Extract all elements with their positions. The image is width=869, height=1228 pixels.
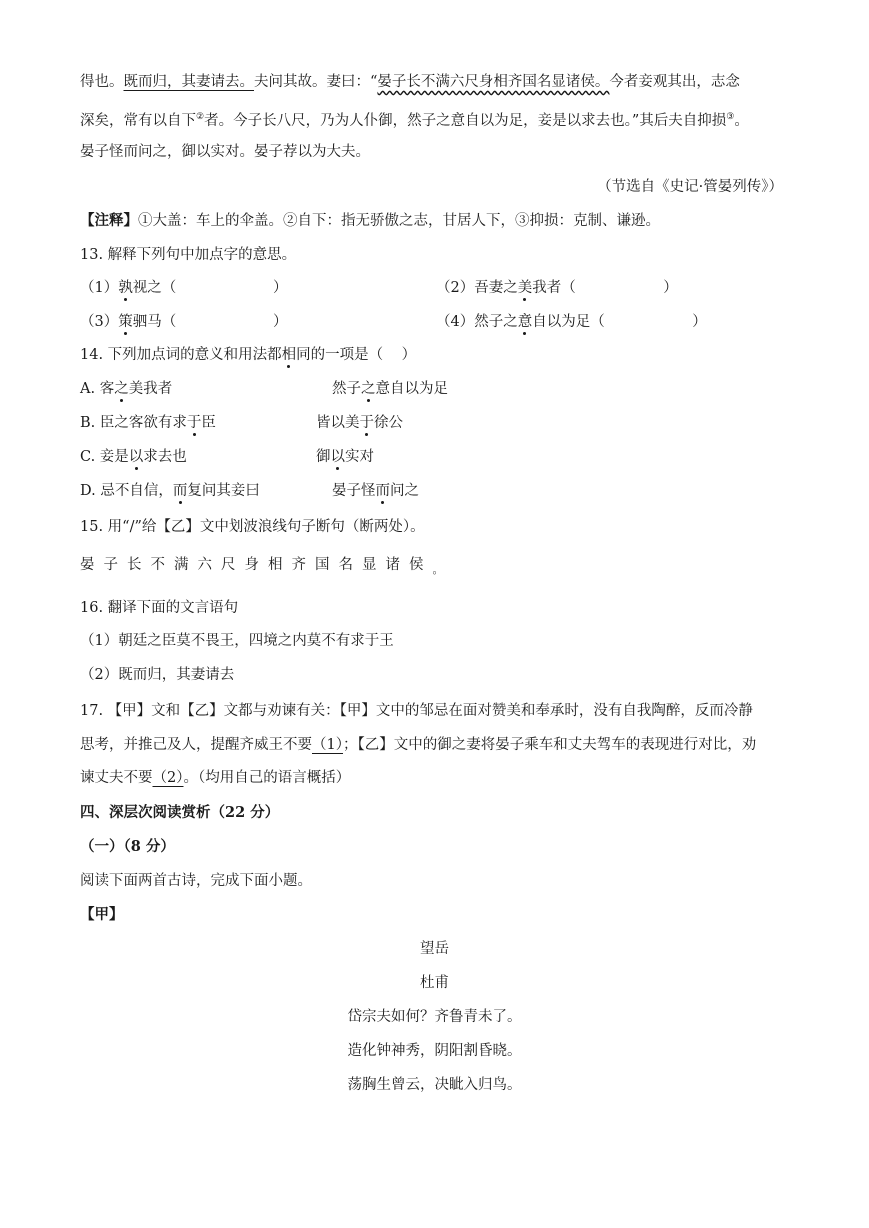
notes-label: 【注释】 — [80, 212, 138, 229]
q14-option-c: C. 妾是以求去也 — [80, 449, 187, 465]
q13-item-1: （1）孰视之（ ） — [80, 280, 288, 296]
notes: 【注释】①大盖：车上的伞盖。②自下：指无骄傲之志，甘居人下，③抑损：克制、谦逊。 — [80, 212, 660, 229]
poem-author: 杜甫 — [420, 975, 449, 991]
q14-stem: 14. 下列加点词的意义和用法都相同的一项是（ ） — [80, 347, 417, 363]
answer-blank-1: （1） — [312, 737, 343, 753]
dotted-char: 于 — [359, 415, 374, 431]
dotted-char: 之 — [114, 381, 129, 397]
q16-item-1: （1）朝廷之臣莫不畏王，四境之内莫不有求于王 — [80, 633, 394, 649]
dotted-char: 而 — [172, 483, 188, 499]
poem-title: 望岳 — [420, 941, 449, 957]
q14-option-a: A. 客之美我者 — [80, 381, 173, 397]
dotted-char: 以 — [330, 449, 345, 465]
poem-line-1: 岱宗夫如何？齐鲁青未了。 — [347, 1009, 522, 1025]
wavy-underlined-sentence: 晏子长不满六尺身相齐国名显诸侯。 — [377, 74, 610, 90]
dotted-char: 而 — [375, 483, 390, 499]
passage-line-1: 得也。既而归，其妻请去。夫问其故。妻曰：“晏子长不满六尺身相齐国名显诸侯。今者妾观其出，志念 — [80, 74, 740, 90]
q13-item-3: （3）策驷马（ ） — [80, 314, 288, 330]
section-4-subtitle: （一）（8 分） — [80, 838, 175, 855]
q17-line-1: 17. 【甲】文和【乙】文都与劝谏有关：【甲】文中的邹忌在面对赞美和奉承时，没有自我陶醉，反而冷静 — [80, 703, 753, 719]
passage-line-2: 深矣，常有以自下②者。今子长八尺，乃为人仆御，然子之意自以为足，妾是以求去也。”其后夫自抑损③。 — [80, 112, 749, 129]
q14-option-a-right: 然子之意自以为足 — [332, 381, 448, 397]
q16-item-2: （2）既而归，其妻请去 — [80, 667, 235, 683]
q13-item-4: （4）然子之意自以为足（ ） — [436, 314, 707, 330]
dotted-char: 之 — [361, 381, 376, 397]
passage-source: （节选自《史记·管晏列传》） — [597, 179, 783, 195]
footnote-mark: ③ — [726, 112, 735, 122]
section-4-instruction: 阅读下面两首古诗，完成下面小题。 — [80, 873, 312, 889]
poem-line-3: 荡胸生曾云，决眦入归鸟。 — [347, 1077, 522, 1093]
q14-option-d-right: 晏子怪而问之 — [332, 483, 419, 499]
q17-line-3: 谏丈夫不要（2）。（均用自己的语言概括） — [80, 770, 351, 786]
underlined-phrase: 既而归，其妻请去。 — [123, 74, 254, 90]
dotted-char: 孰 — [118, 280, 133, 296]
dotted-char: 意 — [517, 314, 533, 330]
q16-stem: 16. 翻译下面的文言语句 — [80, 600, 239, 616]
q14-option-c-right: 御以实对 — [316, 449, 374, 465]
footnote-mark: ② — [196, 112, 205, 122]
q15-sentence: 晏子长不满六尺身相齐国名显诸侯$_。$ — [80, 557, 444, 576]
dotted-char: 于 — [186, 415, 202, 431]
dotted-char: 策 — [118, 314, 133, 330]
q13-item-2: （2）吾妻之美我者（ ） — [436, 280, 678, 296]
section-4-title: 四、深层次阅读赏析（22 分） — [80, 804, 280, 821]
q14-option-b-right: 皆以美于徐公 — [316, 415, 403, 431]
q14-option-b: B. 臣之客欲有求于臣 — [80, 415, 216, 431]
dotted-char: 以 — [128, 449, 144, 465]
q17-line-2: 思考，并推己及人，提醒齐威王不要（1）；【乙】文中的御之妻将晏子乘车和丈夫驾车的表现进行对比，劝 — [80, 737, 757, 753]
passage-line-3: 晏子怪而问之，御以实对。晏子荐以为大夫。 — [80, 144, 370, 160]
poem-jia-label: 【甲】 — [80, 906, 124, 923]
dotted-char: 美 — [517, 280, 533, 296]
poem-line-2: 造化钟神秀，阴阳割昏晓。 — [347, 1043, 522, 1059]
q14-option-d: D. 忌不自信，而复问其妾曰 — [80, 483, 260, 499]
answer-blank-2: （2） — [152, 770, 184, 786]
dotted-char: 相 — [281, 347, 297, 363]
q13-stem: 13. 解释下列句中加点字的意思。 — [80, 247, 297, 263]
q15-stem: 15. 用“/”给【乙】文中划波浪线句子断句（断两处）。 — [80, 519, 425, 535]
